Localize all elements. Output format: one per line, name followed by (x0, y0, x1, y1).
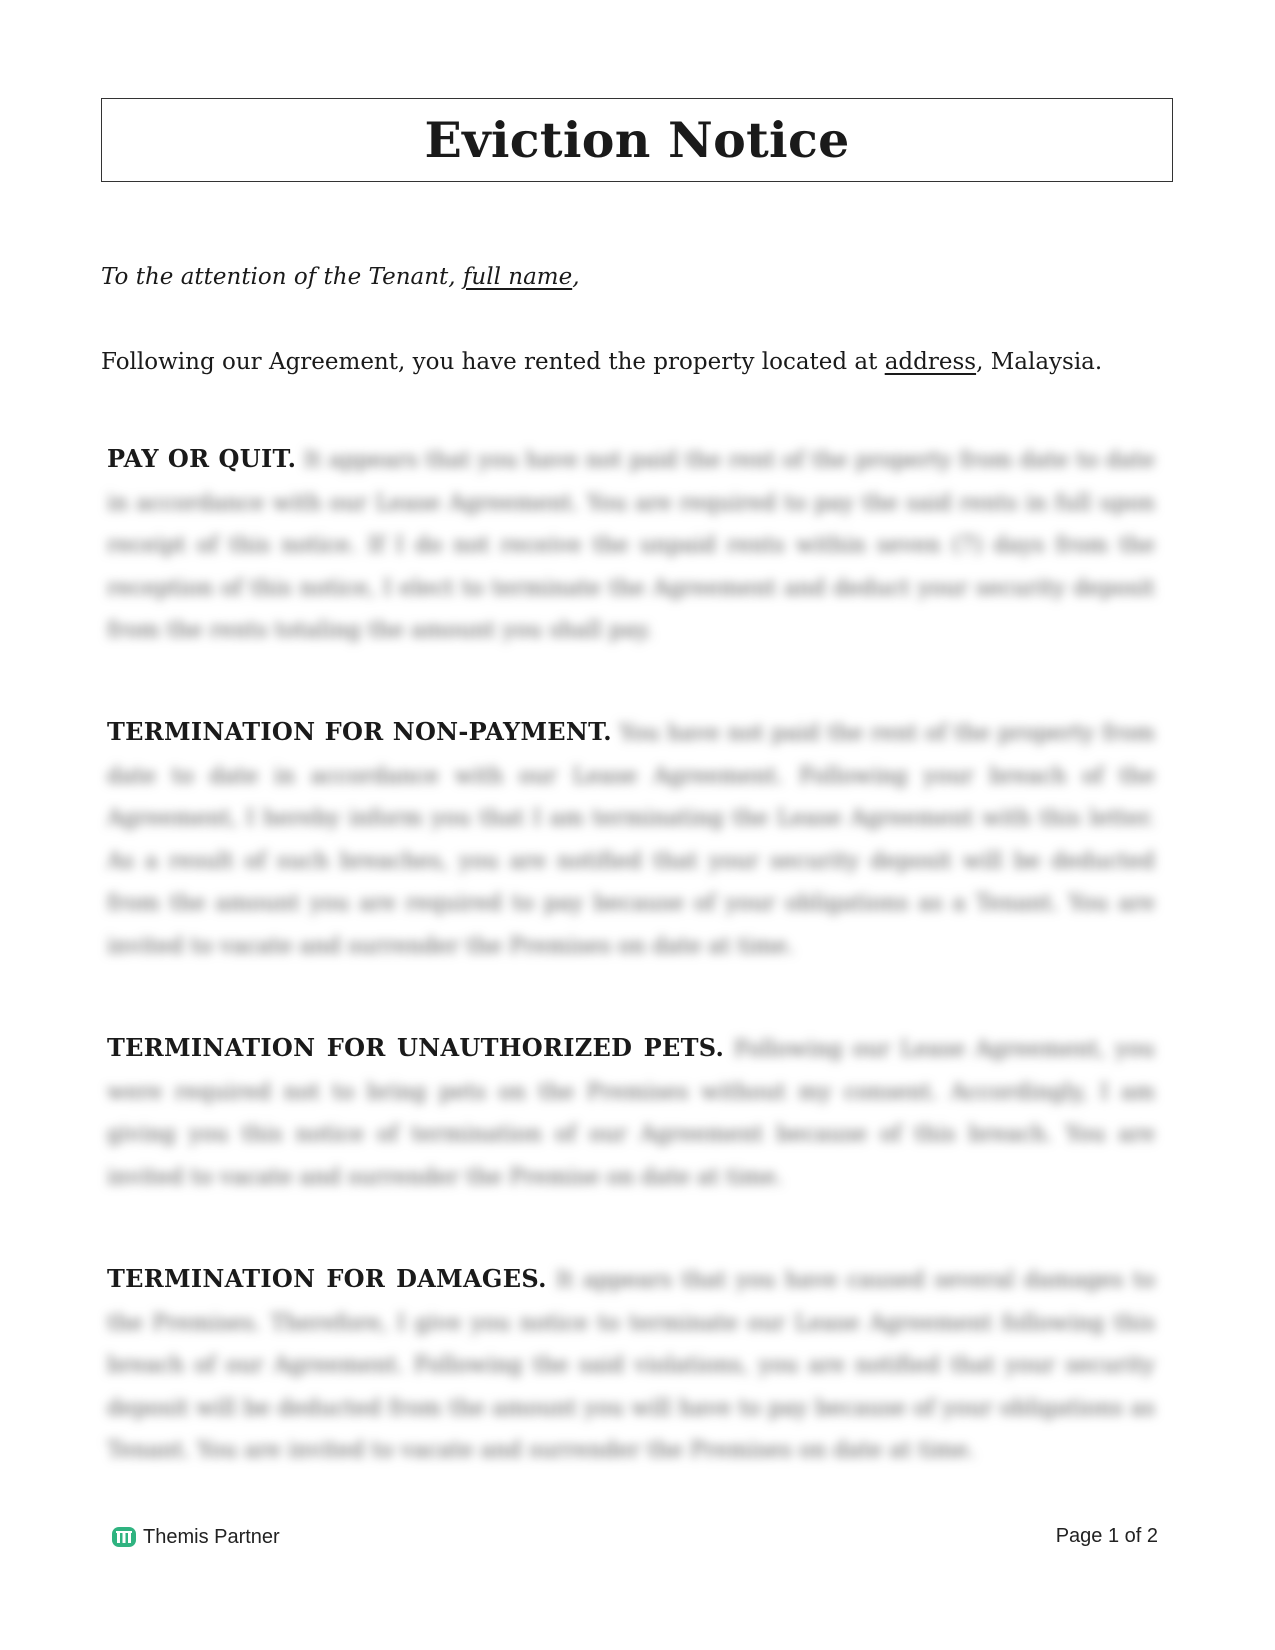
footer-brand-name: Themis Partner (143, 1525, 280, 1548)
section-body: It appears that you have not paid the rent of the property from date to date in accordance with our Lease Agreement. You are required to pay the said rents in full upon receipt of this notice. If I do not receive the unpaid rents within seven (7) days from the reception of this notice, I elect to terminate the Agreement and deduct your security deposit from the rents totaling the amount you shall pay. (107, 448, 1155, 643)
section-termination-non-payment (107, 711, 1155, 968)
section-termination-pets (107, 1027, 1155, 1199)
footer-brand (111, 1525, 280, 1549)
attention-prefix: To the attention of the Tenant, (101, 264, 463, 290)
tenant-name-field: full name (462, 264, 573, 290)
title-box (101, 98, 1173, 182)
themis-logo-icon (111, 1525, 137, 1549)
page-number: Page 1 of 2 (1055, 1525, 1158, 1547)
following-suffix: , Malaysia. (976, 349, 1103, 375)
section-termination-damages (107, 1258, 1155, 1473)
attention-suffix: , (572, 264, 580, 290)
section-heading: TERMINATION FOR DAMAGES. (107, 1264, 547, 1293)
section-heading: PAY OR QUIT. (107, 444, 297, 473)
tenant-attention-line (101, 264, 580, 290)
section-body: You have not paid the rent of the property from date to date in accordance with our Lease Agreement. Following your breach of the Agreement, I hereby inform you that I am terminating the Lease Agreement with this letter. As a result of such breaches, you are notified that your security deposit will be deducted from the amount you are required to pay because of your obligations as a Tenant. You are invited to vacate and surrender the Premises on date at time. (107, 721, 1156, 959)
property-address-line (101, 349, 1102, 375)
section-pay-or-quit (107, 438, 1155, 653)
following-prefix: Following our Agreement, you have rented the property located at (101, 349, 885, 375)
section-heading: TERMINATION FOR NON-PAYMENT. (107, 717, 612, 746)
section-heading: TERMINATION FOR UNAUTHORIZED PETS. (107, 1033, 725, 1062)
section-body: Following our Lease Agreement, you were required not to bring pets on the Premises without my consent. Accordingly, I am giving you this notice of termination of our Agreement because of this breach. You are invited to vacate and surrender the Premise on date at time. (107, 1037, 1155, 1190)
section-body: It appears that you have caused several damages to the Premises. Therefore, I give you notice to terminate our Lease Agreement following this breach of our Agreement. Following the said violations, you are notified that your security deposit will be deducted from the amount you will have to pay because of your obligations as Tenant. You are invited to vacate and surrender the Premises on date at time. (107, 1268, 1155, 1463)
address-field: address (884, 349, 977, 375)
document-title: Eviction Notice (424, 111, 850, 169)
